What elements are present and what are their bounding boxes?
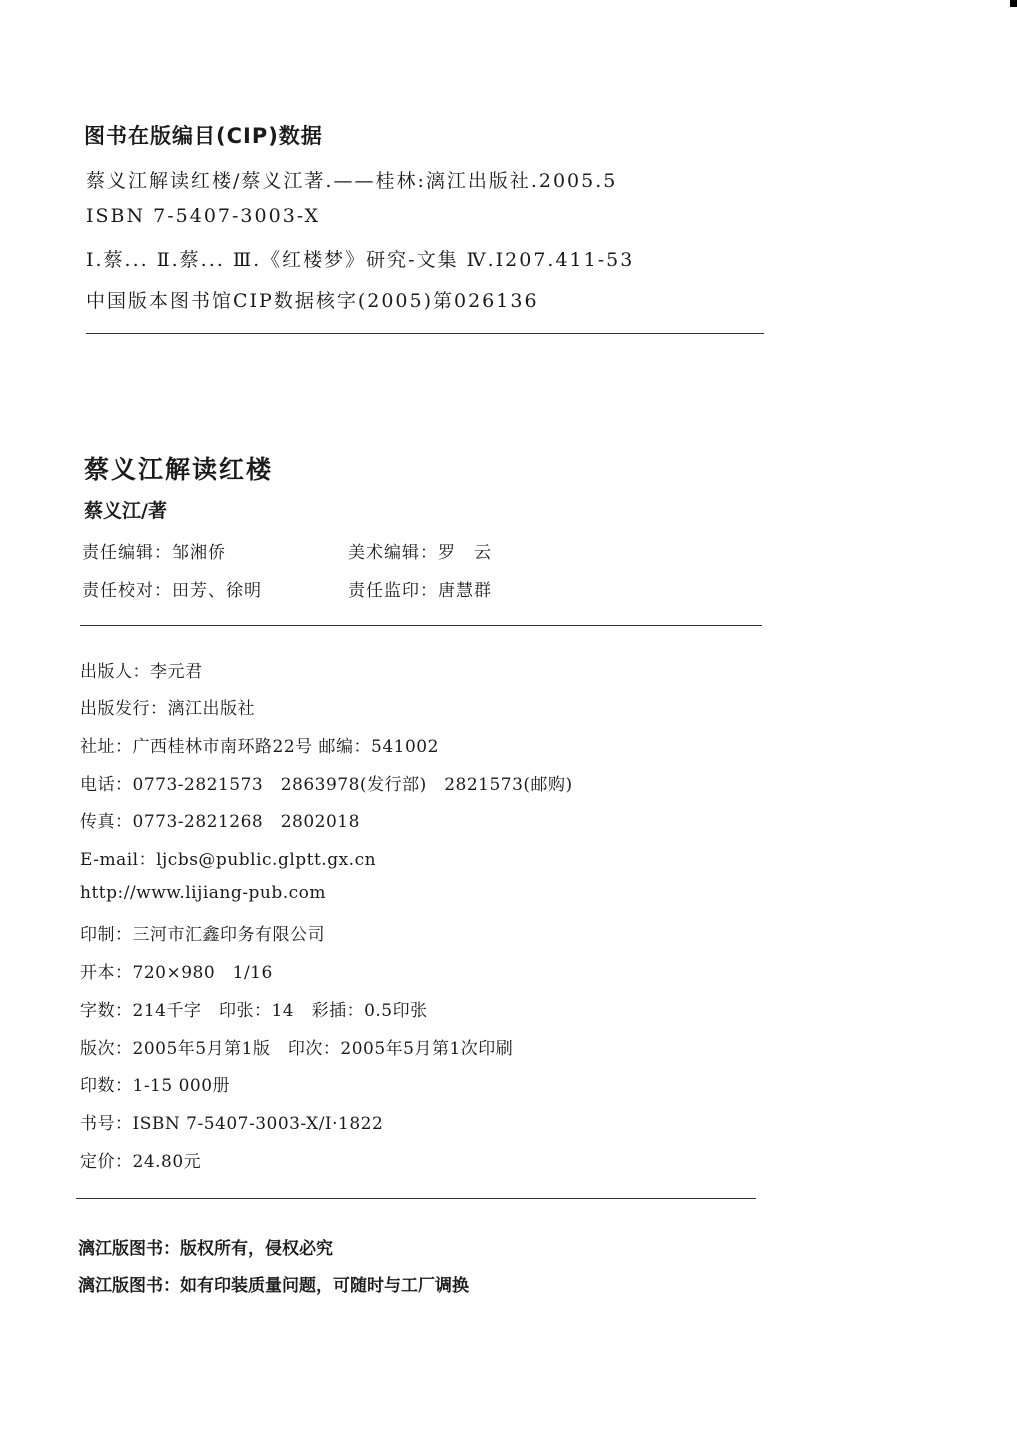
art-editor: 美术编辑：罗 云 (348, 543, 492, 563)
divider (86, 333, 764, 334)
divider (80, 625, 762, 626)
email: E-mail：ljcbs@public.glptt.gx.cn (80, 850, 377, 870)
cip-classification-line: Ⅰ.蔡... Ⅱ.蔡... Ⅲ.《红楼梦》研究-文集 Ⅳ.I207.411-53 (86, 249, 635, 271)
print-supervisor: 责任监印：唐慧群 (348, 581, 492, 601)
copyright-notice: 漓江版图书：版权所有，侵权必究 (78, 1239, 333, 1259)
website: http://www.lijiang-pub.com (80, 883, 327, 903)
publisher-person: 出版人：李元君 (80, 662, 203, 682)
author-line: 蔡义江/著 (84, 500, 167, 522)
word-count: 字数：214千字 印张：14 彩插：0.5印张 (80, 1001, 428, 1021)
cip-record-line: 蔡义江解读红楼/蔡义江著.——桂林:漓江出版社.2005.5 (86, 170, 618, 192)
cip-isbn-line: ISBN 7-5407-3003-X (86, 205, 321, 227)
format: 开本：720×980 1/16 (80, 963, 273, 983)
fax: 传真：0773-2821268 2802018 (80, 812, 360, 832)
phone: 电话：0773-2821573 2863978(发行部) 2821573(邮购) (80, 775, 573, 795)
distributor: 出版发行：漓江出版社 (80, 699, 255, 719)
book-title: 蔡义江解读红楼 (84, 455, 274, 484)
divider (76, 1198, 756, 1199)
responsible-editor: 责任编辑：邹湘侨 (82, 543, 226, 563)
book-number: 书号：ISBN 7-5407-3003-X/I·1822 (80, 1114, 384, 1134)
quality-notice: 漓江版图书：如有印装质量问题，可随时与工厂调换 (78, 1276, 469, 1296)
proofreaders: 责任校对：田芳、徐明 (82, 581, 262, 601)
cip-heading: 图书在版编目(CIP)数据 (84, 124, 323, 148)
print-run: 印数：1-15 000册 (80, 1076, 231, 1096)
edition: 版次：2005年5月第1版 印次：2005年5月第1次印刷 (80, 1039, 514, 1059)
price: 定价：24.80元 (80, 1152, 202, 1172)
corner-mark (1010, 0, 1017, 7)
address: 社址：广西桂林市南环路22号 邮编：541002 (80, 737, 439, 757)
cip-verification-line: 中国版本图书馆CIP数据核字(2005)第026136 (86, 290, 539, 312)
printer: 印制：三河市汇鑫印务有限公司 (80, 925, 325, 945)
